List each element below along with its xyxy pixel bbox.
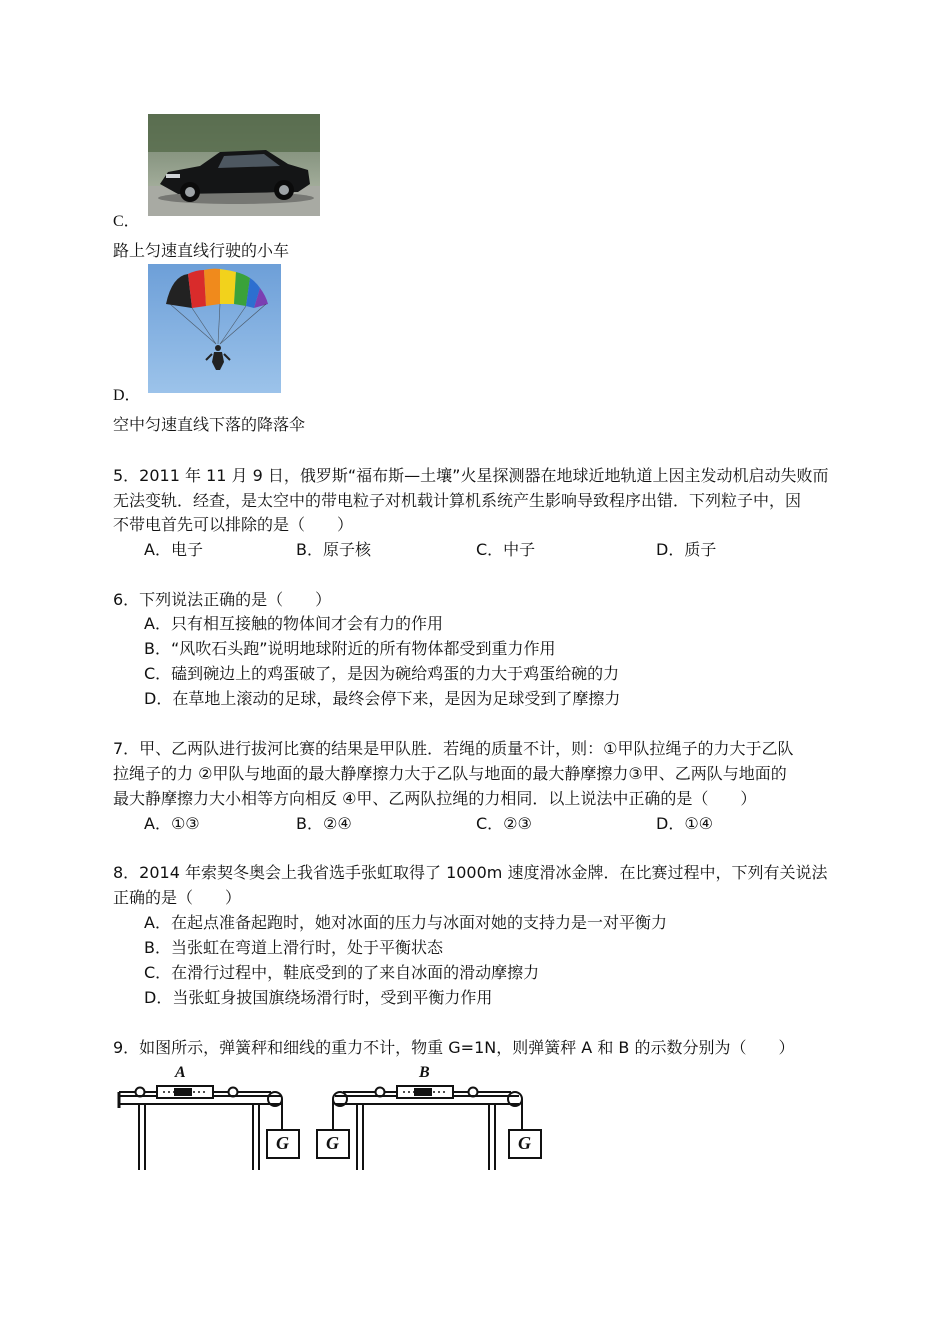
q8-option-d: D．当张虹身披国旗绕场滑行时，受到平衡力作用 — [144, 988, 493, 1007]
q7-stem-line-3: 最大静摩擦力大小相等方向相反 ④甲、乙两队拉绳的力相同．以上说法中正确的是（ ） — [113, 789, 757, 808]
q7-stem-line-2: 拉绳子的力 ②甲队与地面的最大静摩擦力大于乙队与地面的最大静摩擦力③甲、乙两队与地面的 — [113, 764, 787, 783]
q5-stem-line-1: 5．2011 年 11 月 9 日，俄罗斯“福布斯—土壤”火星探测器在地球近地轨道上因主发动机启动失败而 — [113, 466, 829, 485]
q8-stem-line-1: 8．2014 年索契冬奥会上我省选手张虹取得了 1000m 速度滑冰金牌．在比赛过程中，下列有关说法 — [113, 863, 828, 882]
q4-option-d-letter: D． — [113, 387, 141, 404]
scale-b-label: B — [419, 1066, 430, 1081]
q5-stem-line-3: 不带电首先可以排除的是（ ） — [113, 515, 354, 534]
weight-left-label: G — [276, 1133, 289, 1153]
q7-stem-line-1: 7．甲、乙两队进行拔河比赛的结果是甲队胜．若绳的质量不计，则：①甲队拉绳子的力大于乙队 — [113, 739, 794, 758]
q7-option-b: B．②④ — [296, 814, 352, 833]
q4-option-d-text: 空中匀速直线下落的降落伞 — [113, 415, 306, 434]
q5-option-a: A．电子 — [144, 540, 203, 559]
q4-option-c-letter: C． — [113, 213, 140, 230]
q7-option-a: A．①③ — [144, 814, 200, 833]
q8-option-b: B．当张虹在弯道上滑行时，处于平衡状态 — [144, 938, 443, 957]
weight-right-label: G — [518, 1133, 531, 1153]
scale-a-label: A — [175, 1066, 186, 1081]
q8-stem-line-2: 正确的是（ ） — [113, 888, 242, 907]
car-photo — [148, 114, 320, 216]
q5-option-b: B．原子核 — [296, 540, 371, 559]
left-setup — [119, 1086, 299, 1170]
q9-stem: 9．如图所示，弹簧秤和细线的重力不计，物重 G=1N，则弹簧秤 A 和 B 的示数分别为（ ） — [113, 1038, 795, 1057]
q6-option-c: C．磕到碗边上的鸡蛋破了，是因为碗给鸡蛋的力大于鸡蛋给碗的力 — [144, 664, 620, 683]
q6-option-a: A．只有相互接触的物体间才会有力的作用 — [144, 614, 443, 633]
spring-scale-figure — [113, 1066, 553, 1176]
parachute-photo — [148, 264, 281, 393]
q7-option-d: D．①④ — [656, 814, 714, 833]
q8-option-c: C．在滑行过程中，鞋底受到的了来自冰面的滑动摩擦力 — [144, 963, 540, 982]
weight-middle-label: G — [326, 1133, 339, 1153]
q6-option-d: D．在草地上滚动的足球，最终会停下来，是因为足球受到了摩擦力 — [144, 689, 621, 708]
q5-stem-line-2: 无法变轨．经查，是太空中的带电粒子对机载计算机系统产生影响导致程序出错．下列粒子中，因 — [113, 491, 802, 510]
q5-option-c: C．中子 — [476, 540, 536, 559]
q8-option-a: A．在起点准备起跑时，她对冰面的压力与冰面对她的支持力是一对平衡力 — [144, 913, 667, 932]
right-setup — [317, 1086, 541, 1170]
q4-option-c-text: 路上匀速直线行驶的小车 — [113, 241, 290, 260]
q7-option-c: C．②③ — [476, 814, 532, 833]
q6-stem: 6．下列说法正确的是（ ） — [113, 590, 332, 609]
q5-option-d: D．质子 — [656, 540, 717, 559]
q6-option-b: B．“风吹石头跑”说明地球附近的所有物体都受到重力作用 — [144, 639, 556, 658]
